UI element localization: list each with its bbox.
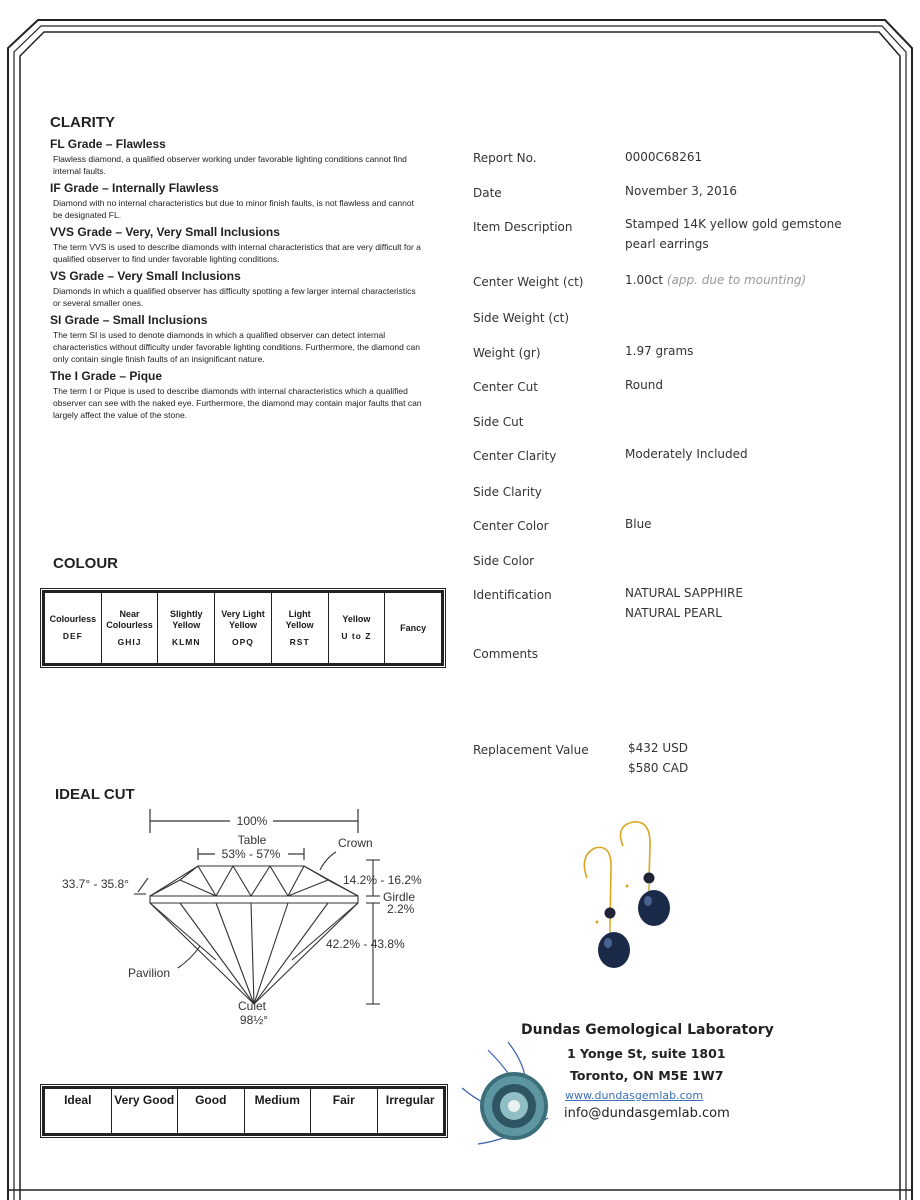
clarity-grade-vs [50, 269, 430, 309]
colour-range: RST [289, 636, 310, 647]
field-note: (app. due to mounting) [666, 273, 807, 287]
colour-name: Very Light Yellow [221, 608, 265, 630]
girdle-label: Girdle [383, 890, 416, 904]
colour-cell [385, 593, 442, 664]
culet-label: Culet [237, 999, 267, 1013]
width-percent-label: 100% [236, 814, 268, 828]
ideal-cut-heading: IDEAL CUT [55, 786, 135, 803]
crown-label: Crown [338, 836, 373, 850]
field-value-with-note [625, 270, 806, 290]
colour-cell [45, 593, 102, 664]
grade-description: Diamonds in which a qualified observer has difficulty spotting a few larger internal characteristics or several smaller ones. [53, 286, 416, 308]
cut-grade-cell: Good [178, 1089, 245, 1134]
grade-title: FL Grade – Flawless [50, 137, 166, 151]
field-value-secondary: $580 CAD [628, 761, 689, 775]
field-value-secondary: NATURAL PEARL [625, 606, 722, 620]
clarity-grade-if [50, 181, 430, 221]
field-value: Stamped 14K yellow gold gemstone pearl earrings [625, 217, 842, 251]
field-label: Side Cut [473, 415, 524, 429]
colour-scale-table [42, 590, 444, 666]
field-label: Center Weight (ct) [473, 275, 584, 289]
colour-cell [271, 593, 328, 664]
lab-name: Dundas Gemological Laboratory [521, 1022, 774, 1038]
table-label: Table [237, 833, 267, 847]
grade-title: IF Grade – Internally Flawless [50, 181, 219, 195]
culet-percent-label: 98½° [239, 1013, 269, 1027]
field-value: 1.00ct [625, 273, 664, 287]
field-value: Round [625, 378, 663, 392]
colour-name: Light Yellow [285, 608, 314, 630]
field-label: Item Description [473, 220, 573, 234]
colour-cell [101, 593, 158, 664]
field-value: NATURAL SAPPHIRE [625, 586, 743, 600]
grade-description: The term I or Pique is used to describe diamonds with internal characteristics which a qualified observer can see with the naked eye. Furthermore, the diamond may contain major faults that can largely affect the value of the stone. [53, 386, 422, 420]
field-label: Report No. [473, 151, 537, 165]
field-label: Weight (gr) [473, 346, 541, 360]
cut-grade-table [42, 1086, 446, 1136]
lab-email[interactable]: info@dundasgemlab.com [564, 1106, 730, 1121]
pavilion-depth-label: 42.2% - 43.8% [326, 937, 405, 951]
colour-name: Slightly Yellow [170, 608, 203, 630]
clarity-grades [50, 137, 430, 425]
pavilion-label: Pavilion [128, 966, 171, 980]
clarity-heading: CLARITY [50, 114, 115, 131]
field-value: 0000C68261 [625, 150, 703, 164]
colour-range: OPQ [232, 636, 254, 647]
grade-description: Diamond with no internal characteristics but due to minor finish faults, is not flawless and cannot be designated FL. [53, 198, 414, 220]
colour-range: U to Z [341, 631, 372, 641]
crown-height-label: 14.2% - 16.2% [343, 873, 422, 887]
field-label: Center Clarity [473, 449, 557, 463]
hologram-seal [458, 1040, 568, 1150]
clarity-grade-i [50, 369, 430, 421]
field-value: $432 USD [628, 741, 688, 755]
field-value: 1.97 grams [625, 344, 694, 358]
crown-angle-label: 33.7° - 35.8° [62, 877, 129, 891]
clarity-grade-vvs [50, 225, 430, 265]
girdle-percent-label: 2.2% [387, 902, 415, 916]
colour-range: KLMN [171, 636, 201, 647]
grade-description: The term SI is used to denote diamonds in which a qualified observer can detect internal characteristics without difficulty under favorable lighting conditions. Furthermore, the diamond can only contain single finish faults of an insignificant nature. [53, 330, 420, 364]
colour-heading: COLOUR [53, 555, 118, 572]
grade-title: SI Grade – Small Inclusions [50, 313, 208, 327]
cut-grade-cell: Medium [244, 1089, 311, 1134]
grade-description: The term VVS is used to describe diamonds with internal characteristics that are very difficult for a qualified observer to find under favorable lighting conditions. [53, 242, 421, 264]
lab-website-link[interactable]: www.dundasgemlab.com [565, 1089, 704, 1102]
field-label: Date [473, 186, 502, 200]
colour-range: GHIJ [117, 636, 142, 647]
field-label: Comments [473, 647, 539, 661]
grade-title: The I Grade – Pique [50, 369, 163, 383]
grade-title: VS Grade – Very Small Inclusions [50, 269, 241, 283]
clarity-grade-fl [50, 137, 430, 177]
field-label: Side Weight (ct) [473, 311, 570, 325]
colour-cell [158, 593, 215, 664]
lab-address-line2: Toronto, ON M5E 1W7 [570, 1068, 724, 1083]
grade-title: VVS Grade – Very, Very Small Inclusions [50, 225, 280, 239]
grade-description: Flawless diamond, a qualified observer working under favorable lighting conditions cannot find internal faults. [53, 154, 407, 176]
diamond-proportions-diagram [50, 800, 450, 1035]
field-label: Side Color [473, 554, 535, 568]
clarity-grade-si [50, 313, 430, 365]
field-label: Center Cut [473, 380, 538, 394]
colour-name: Near Colourless [106, 608, 153, 630]
field-value: Blue [625, 517, 652, 531]
colour-range: DEF [62, 631, 83, 641]
cut-grade-cell: Irregular [377, 1089, 444, 1134]
earrings-photo [555, 818, 715, 978]
colour-cell [215, 593, 272, 664]
colour-name: Colourless [49, 614, 97, 624]
field-label: Replacement Value [473, 743, 589, 757]
colour-name: Yellow [342, 614, 371, 624]
field-label: Side Clarity [473, 485, 542, 499]
field-label: Center Color [473, 519, 549, 533]
colour-name: Fancy [400, 622, 427, 633]
field-label: Identification [473, 588, 552, 602]
lab-address-line1: 1 Yonge St, suite 1801 [567, 1046, 726, 1061]
cut-grade-cell: Very Good [111, 1089, 178, 1134]
field-value: November 3, 2016 [625, 184, 738, 198]
diamond-shape [150, 866, 358, 1004]
table-percent-label: 53% - 57% [221, 847, 281, 861]
cut-grade-cell: Fair [311, 1089, 378, 1134]
field-value: Moderately Included [625, 447, 748, 461]
cut-grade-cell: Ideal [45, 1089, 112, 1134]
colour-cell [328, 593, 385, 664]
